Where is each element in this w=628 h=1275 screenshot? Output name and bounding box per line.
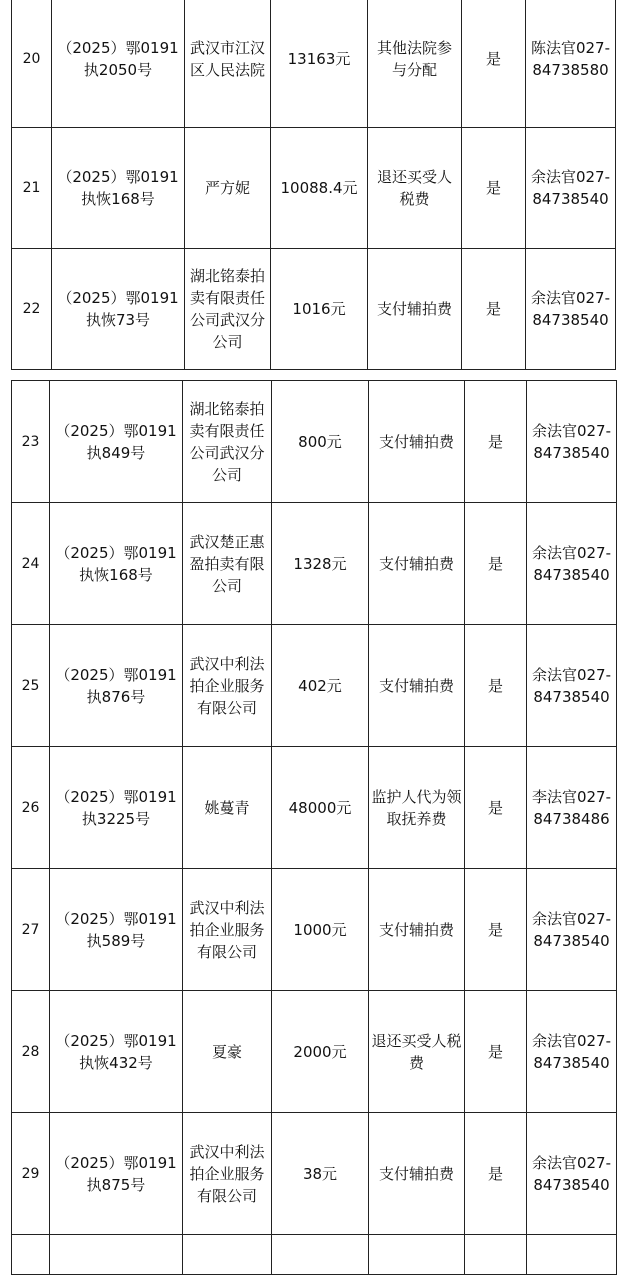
table-row bbox=[12, 0, 616, 128]
case-number: （2025）鄂0191执恢168号 bbox=[50, 503, 183, 625]
payment-reason: 支付辅拍费 bbox=[369, 869, 465, 991]
amount: 1328元 bbox=[272, 503, 369, 625]
table-row bbox=[12, 381, 617, 503]
amount: 2000元 bbox=[272, 991, 369, 1113]
contact-judge: 陈法官027-84738580 bbox=[526, 0, 616, 128]
eligible-flag: 是 bbox=[462, 128, 526, 249]
amount: 800元 bbox=[272, 381, 369, 503]
payment-reason: 支付辅拍费 bbox=[369, 625, 465, 747]
contact-judge: 余法官027-84738540 bbox=[526, 128, 616, 249]
amount bbox=[272, 1235, 369, 1275]
row-number bbox=[12, 1235, 50, 1275]
case-number: （2025）鄂0191执恢168号 bbox=[52, 128, 185, 249]
table-row bbox=[12, 869, 617, 991]
table-row bbox=[12, 991, 617, 1113]
contact-judge bbox=[527, 1235, 617, 1275]
amount: 10088.4元 bbox=[271, 128, 368, 249]
case-number: （2025）鄂0191执875号 bbox=[50, 1113, 183, 1235]
payment-reason: 支付辅拍费 bbox=[369, 1113, 465, 1235]
contact-judge: 余法官027-84738540 bbox=[526, 249, 616, 370]
party-name: 湖北铭泰拍卖有限责任公司武汉分公司 bbox=[185, 249, 271, 370]
payment-reason: 支付辅拍费 bbox=[369, 381, 465, 503]
contact-judge: 李法官027-84738486 bbox=[527, 747, 617, 869]
amount: 38元 bbox=[272, 1113, 369, 1235]
eligible-flag: 是 bbox=[465, 991, 527, 1113]
payment-reason: 退还买受人税费 bbox=[368, 128, 462, 249]
table-row bbox=[12, 625, 617, 747]
case-number: （2025）鄂0191执恢73号 bbox=[52, 249, 185, 370]
party-name: 夏豪 bbox=[183, 991, 272, 1113]
contact-judge: 余法官027-84738540 bbox=[527, 381, 617, 503]
case-number: （2025）鄂0191执876号 bbox=[50, 625, 183, 747]
amount: 48000元 bbox=[272, 747, 369, 869]
amount: 1000元 bbox=[272, 869, 369, 991]
case-number: （2025）鄂0191执589号 bbox=[50, 869, 183, 991]
payment-reason: 监护人代为领取抚养费 bbox=[369, 747, 465, 869]
case-number bbox=[50, 1235, 183, 1275]
payment-table-part1 bbox=[11, 0, 616, 370]
table-row bbox=[12, 128, 616, 249]
table-row bbox=[12, 1113, 617, 1235]
table-row bbox=[12, 747, 617, 869]
amount: 402元 bbox=[272, 625, 369, 747]
case-number: （2025）鄂0191执2050号 bbox=[52, 0, 185, 128]
table-row-cropped bbox=[12, 1235, 617, 1275]
row-number: 27 bbox=[12, 869, 50, 991]
party-name: 武汉中利法拍企业服务有限公司 bbox=[183, 869, 272, 991]
contact-judge: 余法官027-84738540 bbox=[527, 503, 617, 625]
eligible-flag bbox=[465, 1235, 527, 1275]
payment-reason: 支付辅拍费 bbox=[369, 503, 465, 625]
contact-judge: 余法官027-84738540 bbox=[527, 869, 617, 991]
amount: 1016元 bbox=[271, 249, 368, 370]
table-row bbox=[12, 503, 617, 625]
eligible-flag: 是 bbox=[465, 503, 527, 625]
eligible-flag: 是 bbox=[465, 747, 527, 869]
table-row bbox=[12, 249, 616, 370]
payment-reason bbox=[369, 1235, 465, 1275]
row-number: 25 bbox=[12, 625, 50, 747]
row-number: 28 bbox=[12, 991, 50, 1113]
row-number: 22 bbox=[12, 249, 52, 370]
eligible-flag: 是 bbox=[465, 381, 527, 503]
party-name: 湖北铭泰拍卖有限责任公司武汉分公司 bbox=[183, 381, 272, 503]
eligible-flag: 是 bbox=[465, 869, 527, 991]
party-name: 姚蔓青 bbox=[183, 747, 272, 869]
eligible-flag: 是 bbox=[465, 1113, 527, 1235]
party-name bbox=[183, 1235, 272, 1275]
amount: 13163元 bbox=[271, 0, 368, 128]
eligible-flag: 是 bbox=[465, 625, 527, 747]
party-name: 武汉市江汉区人民法院 bbox=[185, 0, 271, 128]
contact-judge: 余法官027-84738540 bbox=[527, 625, 617, 747]
payment-reason: 其他法院参与分配 bbox=[368, 0, 462, 128]
row-number: 26 bbox=[12, 747, 50, 869]
eligible-flag: 是 bbox=[462, 249, 526, 370]
contact-judge: 余法官027-84738540 bbox=[527, 1113, 617, 1235]
payment-table-part2 bbox=[11, 380, 617, 1275]
party-name: 武汉楚正惠盈拍卖有限公司 bbox=[183, 503, 272, 625]
party-name: 严方妮 bbox=[185, 128, 271, 249]
row-number: 23 bbox=[12, 381, 50, 503]
case-number: （2025）鄂0191执849号 bbox=[50, 381, 183, 503]
row-number: 21 bbox=[12, 128, 52, 249]
row-number: 29 bbox=[12, 1113, 50, 1235]
payment-reason: 退还买受人税费 bbox=[369, 991, 465, 1113]
row-number: 20 bbox=[12, 0, 52, 128]
case-number: （2025）鄂0191执3225号 bbox=[50, 747, 183, 869]
payment-reason: 支付辅拍费 bbox=[368, 249, 462, 370]
eligible-flag: 是 bbox=[462, 0, 526, 128]
case-number: （2025）鄂0191执恢432号 bbox=[50, 991, 183, 1113]
row-number: 24 bbox=[12, 503, 50, 625]
party-name: 武汉中利法拍企业服务有限公司 bbox=[183, 625, 272, 747]
contact-judge: 余法官027-84738540 bbox=[527, 991, 617, 1113]
party-name: 武汉中利法拍企业服务有限公司 bbox=[183, 1113, 272, 1235]
